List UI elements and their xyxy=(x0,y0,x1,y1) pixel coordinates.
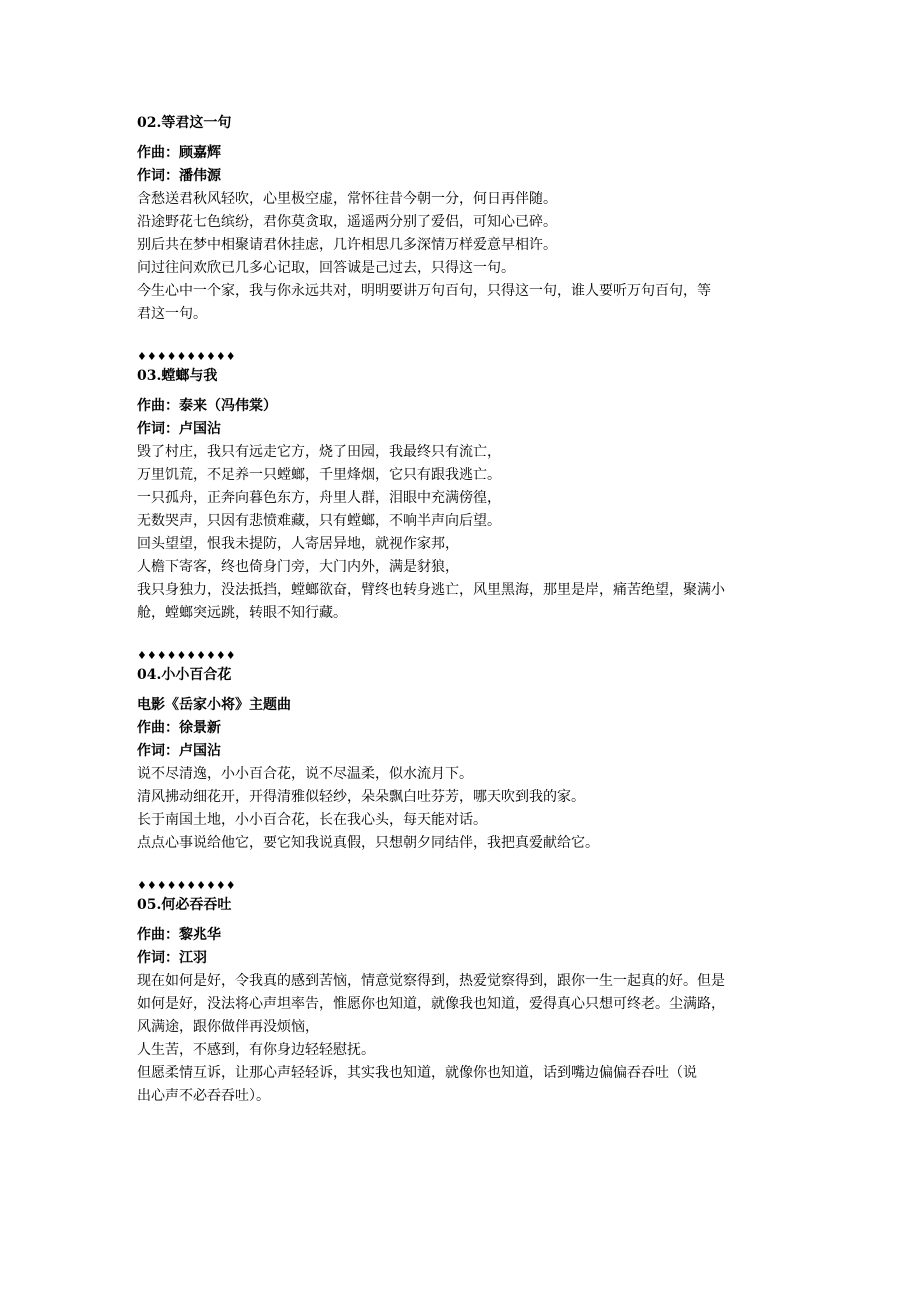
song-section-02 xyxy=(137,112,797,326)
song-title: 04.小小百合花 xyxy=(137,667,232,683)
song-title: 02.等君这一句 xyxy=(137,115,232,131)
lyric-line: 别后共在梦中相聚请君休挂虑，几许相思几多深情万样爱意早相许。 xyxy=(137,237,557,253)
lyric-line: 舱，螳螂突远跳，转眼不知行藏。 xyxy=(137,605,347,621)
composer-line: 作曲：顾嘉辉 xyxy=(137,145,221,161)
lyric-line: 问过往问欢欣已几多心记取，回答诚是己过去，只得这一句。 xyxy=(137,260,515,276)
lyric-line: 但愿柔情互诉，让那心声轻轻诉，其实我也知道，就像你也知道，话到嘴边偏偏吞吞吐（说 xyxy=(137,1065,697,1081)
lyric-line: 沿途野花七色缤纷，君你莫贪取，遥遥两分别了爱侣，可知心已碎。 xyxy=(137,214,557,230)
lyric-line: 现在如何是好，令我真的感到苦恼，情意觉察得到，热爱觉察得到，跟你一生一起真的好。但是 xyxy=(137,973,725,989)
song-title: 05.何必吞吞吐 xyxy=(137,897,232,913)
lyric-line: 毁了村庄，我只有远走它方，烧了田园，我最终只有流亡， xyxy=(137,444,501,460)
lyric-line: 君这一句。 xyxy=(137,306,207,322)
song-section-03 xyxy=(137,349,797,625)
lyricist-line: 作词：潘伟源 xyxy=(137,168,221,184)
lyric-line: 人生苦，不感到，有你身边轻轻慰抚。 xyxy=(137,1042,375,1058)
lyricist-line: 作词：江羽 xyxy=(137,950,207,966)
lyricist-line: 作词：卢国沾 xyxy=(137,421,221,437)
composer-line: 作曲：泰来（冯伟棠） xyxy=(137,398,277,414)
lyric-line: 如何是好，没法将心声坦率告，惟愿你也知道，就像我也知道，爱得真心只想可终老。尘满路， xyxy=(137,996,725,1012)
lyricist-line: 作词：卢国沾 xyxy=(137,743,221,759)
diamond-divider: ♦♦♦♦♦♦♦♦♦♦ xyxy=(137,879,236,892)
document-page xyxy=(137,112,797,1108)
diamond-divider: ♦♦♦♦♦♦♦♦♦♦ xyxy=(137,649,236,662)
lyric-line: 含愁送君秋风轻吹，心里极空虚，常怀往昔今朝一分，何日再伴随。 xyxy=(137,191,557,207)
lyric-line: 人檐下寄客，终也倚身门旁，大门内外，满是豺狼， xyxy=(137,559,459,575)
song-section-05 xyxy=(137,878,797,1108)
lyric-line: 无数哭声，只因有悲愤难藏，只有螳螂，不响半声向后望。 xyxy=(137,513,501,529)
song-section-04 xyxy=(137,648,797,855)
diamond-divider: ♦♦♦♦♦♦♦♦♦♦ xyxy=(137,350,236,363)
lyric-line: 出心声不必吞吞吐）。 xyxy=(137,1088,270,1104)
lyric-line: 我只身独力，没法抵挡，螳螂欲奋，臂终也转身逃亡，风里黑海，那里是岸，痛苦绝望，聚满小 xyxy=(137,582,725,598)
lyric-line: 清风拂动细花开，开得清雅似轻纱，朵朵飘白吐芬芳，哪天吹到我的家。 xyxy=(137,789,585,805)
song-title: 03.螳螂与我 xyxy=(137,368,218,384)
composer-line: 作曲：徐景新 xyxy=(137,720,221,736)
lyric-line: 风满途，跟你做伴再没烦恼， xyxy=(137,1019,319,1035)
lyric-line: 一只孤舟，正奔向暮色东方，舟里人群，泪眼中充满傍徨， xyxy=(137,490,501,506)
lyric-line: 长于南国土地，小小百合花，长在我心头，每天能对话。 xyxy=(137,812,487,828)
composer-line: 作曲：黎兆华 xyxy=(137,927,221,943)
lyric-line: 回头望望，恨我未提防，人寄居异地，就视作家邦， xyxy=(137,536,459,552)
lyric-line: 点点心事说给他它，要它知我说真假，只想朝夕同结伴，我把真爱献给它。 xyxy=(137,835,599,851)
theme-line: 电影《岳家小将》主题曲 xyxy=(137,697,291,713)
lyric-line: 说不尽清逸，小小百合花，说不尽温柔，似水流月下。 xyxy=(137,766,473,782)
lyric-line: 万里饥荒，不足养一只螳螂，千里烽烟，它只有跟我逃亡。 xyxy=(137,467,501,483)
lyric-line: 今生心中一个家，我与你永远共对，明明要讲万句百句，只得这一句，谁人要听万句百句，等 xyxy=(137,283,711,299)
